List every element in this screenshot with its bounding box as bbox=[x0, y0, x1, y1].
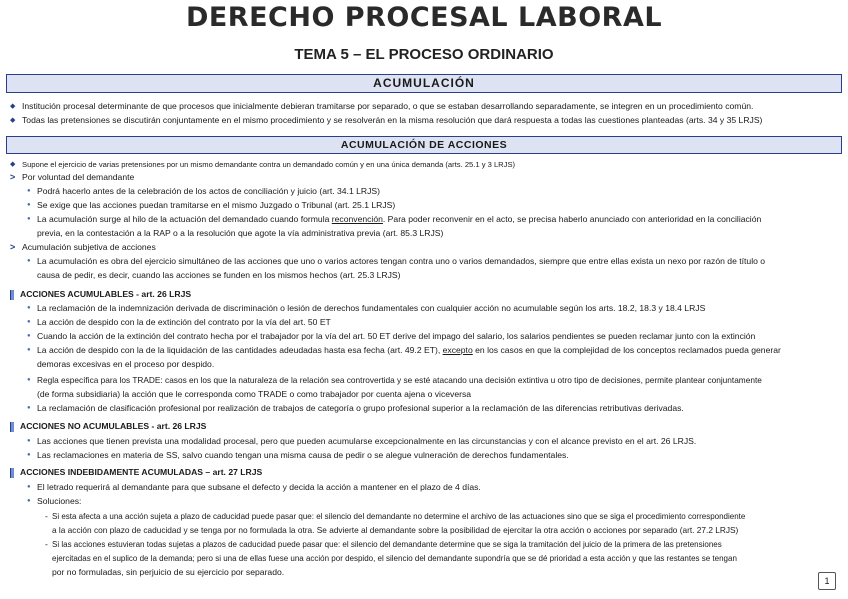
subjetiva-label: Acumulación subjetiva de acciones bbox=[22, 242, 156, 252]
bullet-diamond-icon: ◆ bbox=[10, 103, 16, 110]
text-segment: . Para poder reconvenir en el acto, se precisa haberlo anunciado con anterioridad en la conciliación bbox=[382, 214, 762, 224]
dash-bullet: - bbox=[45, 511, 48, 521]
soluciones-label: Soluciones: bbox=[37, 496, 82, 506]
chevron-right-icon: > bbox=[10, 242, 16, 252]
bullet-circle-icon: ● bbox=[27, 202, 31, 208]
flag-marker-icon bbox=[10, 290, 14, 300]
acumulables-item: La reclamación de la indemnización derivada de discriminación o lesión de derechos fundamentales con cualquier acción no acumulable según los arts. 18.2, 18.3 y 18.4 LRJS bbox=[37, 303, 706, 313]
bullet-circle-icon: ● bbox=[27, 452, 31, 458]
bullet-circle-icon: ● bbox=[27, 347, 31, 353]
bullet-circle-icon: ● bbox=[27, 484, 31, 490]
bullet-circle-icon: ● bbox=[27, 216, 31, 222]
text-segment: La acumulación surge al hilo de la actuación del demandado cuando formula bbox=[37, 214, 332, 224]
page-subtitle: TEMA 5 – EL PROCESO ORDINARIO bbox=[294, 46, 554, 63]
text-segment: en los casos en que la complejidad de los conceptos reclamados pueda generar bbox=[472, 345, 781, 355]
text-segment: La acción de despido con la de la liquidación de las cantidades adeudadas hasta esa fecha (art. 49.2 ET), bbox=[37, 345, 443, 355]
subjetiva-text: La acumulación es obra del ejercicio simultáneo de las acciones que uno o varios actores tengan contra uno o varios demandados, siempre que entre ellas exista un nexo por razón de título o bbox=[37, 256, 766, 266]
indebidamente-label: ACCIONES INDEBIDAMENTE ACUMULADAS – art. 27 LRJS bbox=[20, 467, 263, 477]
acumulables-item-continuation: (de forma subsidiaria) la acción que le corresponda como TRADE o como trabajador por cuenta ajena o viceversa bbox=[37, 389, 472, 399]
bullet-circle-icon: ● bbox=[27, 438, 31, 444]
solucion-item: Si las acciones estuvieran todas sujetas a plazos de caducidad puede pasar que: el silencio del demandante determine que se siga la tramitación del juicio de la primera de las pretensiones bbox=[52, 540, 722, 549]
acumulables-item-excepto bbox=[37, 344, 781, 357]
page-number: 1 bbox=[818, 572, 836, 590]
bullet-circle-icon: ● bbox=[27, 377, 31, 383]
bullet-circle-icon: ● bbox=[27, 333, 31, 339]
bullet-circle-icon: ● bbox=[27, 405, 31, 411]
flag-marker-icon bbox=[10, 468, 14, 478]
section1-item: Institución procesal determinante de que procesos que inicialmente debieran tramitarse por separado, o que se estaban desarrollando separadamente, se integren en un procedimiento común. bbox=[22, 101, 754, 111]
section-heading-acumulacion-de-acciones: ACUMULACIÓN DE ACCIONES bbox=[6, 136, 842, 154]
excepto-term: excepto bbox=[442, 345, 473, 355]
bullet-circle-icon: ● bbox=[27, 258, 31, 264]
acumulables-item-continuation: demoras excesivas en el proceso por despido. bbox=[37, 359, 215, 369]
no-acumulables-item: Las reclamaciones en materia de SS, salvo cuando tengan una misma causa de pedir o se alegue vulneración de derechos fundamentales. bbox=[37, 450, 569, 460]
page-title: DERECHO PROCESAL LABORAL bbox=[185, 2, 663, 33]
acumulables-item: La reclamación de clasificación profesional por realización de trabajos de categoría o grupo profesional superior a la reclamación de las diferencias retributivas derivadas. bbox=[37, 403, 684, 413]
flag-marker-icon bbox=[10, 422, 14, 432]
bullet-circle-icon: ● bbox=[27, 305, 31, 311]
solucion-item-continuation: a la acción con plazo de caducidad y se tenga por no formulada la otra. Se advierte al demandante sobre la posibilidad de ejercitar la otra acción o acciones por separado (art. 27.2 LRJS) bbox=[52, 525, 739, 535]
voluntad-item-reconvencion bbox=[37, 213, 761, 226]
section-heading-acumulacion: ACUMULACIÓN bbox=[6, 74, 842, 93]
section1-item: Todas las pretensiones se discutirán conjuntamente en el mismo procedimiento y se resolverán en la misma resolución que dará respuesta a todas las cuestiones planteadas (arts. 34 y 35 LRJS) bbox=[22, 115, 763, 125]
subjetiva-text-continuation: causa de pedir, es decir, cuando las acciones se funden en los mismos hechos (art. 25.3 LRJS) bbox=[37, 270, 401, 280]
bullet-diamond-icon: ◆ bbox=[10, 117, 16, 124]
acumulables-label: ACCIONES ACUMULABLES - art. 26 LRJS bbox=[20, 289, 192, 299]
voluntad-label: Por voluntad del demandante bbox=[22, 172, 135, 182]
dash-bullet: - bbox=[45, 539, 48, 549]
bullet-circle-icon: ● bbox=[27, 188, 31, 194]
no-acumulables-item: Las acciones que tienen prevista una modalidad procesal, pero que pueden acumularse excepcionalmente en las circunstancias y con el alcance previsto en el art. 26 LRJS. bbox=[37, 436, 697, 446]
section2-intro: Supone el ejercicio de varias pretensiones por un mismo demandante contra un demandado común y en una única demanda (arts. 25.1 y 3 LRJS) bbox=[22, 160, 516, 169]
bullet-circle-icon: ● bbox=[27, 319, 31, 325]
solucion-item-continuation: por no formuladas, sin perjuicio de su ejercicio por separado. bbox=[52, 567, 285, 577]
bullet-circle-icon: ● bbox=[27, 498, 31, 504]
voluntad-item-continuation: previa, en la contestación a la RAP o a la resolución que agote la vía administrativa previa (art. 85.3 LRJS) bbox=[37, 228, 444, 238]
solucion-item: Si esta afecta a una acción sujeta a plazo de caducidad puede pasar que: el silencio del demandante no determine el archivo de las actuaciones sino que se siga el procedimiento correspondiente bbox=[52, 512, 746, 521]
reconvencion-term: reconvención bbox=[331, 214, 383, 224]
chevron-right-icon: > bbox=[10, 172, 16, 182]
acumulables-item-trade: Regla específica para los TRADE: casos en los que la naturaleza de la relación sea controvertida y se esté atacando una decisión extintiva u otro tipo de decisiones, permite plantear conjuntamente bbox=[37, 375, 762, 385]
solucion-item-continuation: ejercitadas en el suplico de la demanda; pero si una de ellas fuese una acción por despido, el silencio del demandante supondría que se dé prioridad a esta acción y que las restantes se tengan bbox=[52, 554, 737, 563]
acumulables-item: La acción de despido con la de extinción del contrato por la vía del art. 50 ET bbox=[37, 317, 331, 327]
voluntad-item: Se exige que las acciones puedan tramitarse en el mismo Juzgado o Tribunal (art. 25.1 LRJS) bbox=[37, 200, 396, 210]
no-acumulables-label: ACCIONES NO ACUMULABLES - art. 26 LRJS bbox=[20, 421, 207, 431]
acumulables-item: Cuando la acción de la extinción del contrato hecha por el trabajador por la vía del art. 50 ET derive del impago del salario, los salarios pendientes se pueden reclamar junto con la extinción bbox=[37, 331, 756, 341]
indebidamente-item: El letrado requerirá al demandante para que subsane el defecto y decida la acción a mantener en el plazo de 4 días. bbox=[37, 482, 481, 492]
voluntad-item: Podrá hacerlo antes de la celebración de los actos de conciliación y juicio (art. 34.1 LRJS) bbox=[37, 186, 380, 196]
bullet-diamond-icon: ◆ bbox=[10, 161, 16, 168]
